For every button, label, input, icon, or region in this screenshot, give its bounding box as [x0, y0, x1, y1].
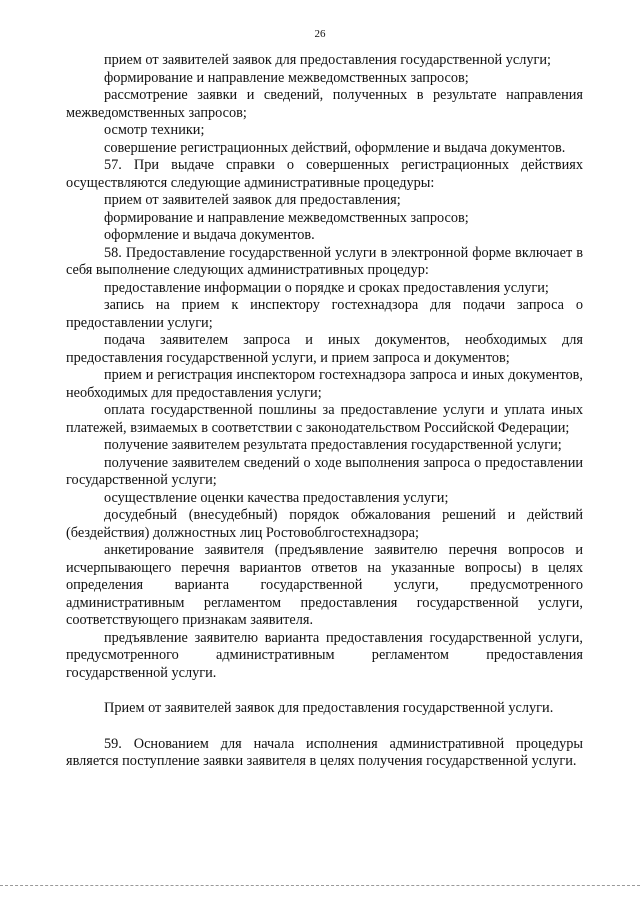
paragraph: оформление и выдача документов. — [104, 227, 315, 243]
paragraph: получение заявителем сведений о ходе выполнения запроса о предоставлении государственной услуги; — [66, 454, 583, 488]
section-heading: Прием от заявителей заявок для предоставления государственной услуги. — [104, 700, 554, 716]
paragraph: формирование и направление межведомственных запросов; — [104, 69, 469, 86]
paragraph-58: 58. Предоставление государственной услуги в электронной форме включает в себя выполнение следующих административных процедур: — [66, 244, 583, 278]
paragraph: осмотр техники; — [104, 122, 205, 138]
paragraph: рассмотрение заявки и сведений, полученных в результате направления межведомственных запросов; — [66, 87, 583, 121]
paragraph: предоставление информации о порядке и сроках предоставления услуги; — [104, 279, 549, 296]
document-body — [66, 52, 583, 771]
paragraph: прием от заявителей заявок для предоставления государственной услуги; — [104, 52, 551, 68]
paragraph: анкетирование заявителя (предъявление заявителю перечня вопросов и исчерпывающего перечня вариантов ответов на указанные вопросы) в целях определения варианта государственной услуги, предусмотренного административным регламентом предоставления государственной услуги, соответствующего признакам заявителя. — [66, 542, 583, 628]
paragraph: досудебный (внесудебный) порядок обжалования решений и действий (бездействия) должностных лиц Ростовоблгостехнадзора; — [66, 507, 583, 541]
paragraph: прием от заявителей заявок для предоставления; — [104, 192, 401, 208]
paragraph: осуществление оценки качества предоставления услуги; — [104, 489, 449, 506]
paragraph: формирование и направление межведомственных запросов; — [104, 209, 469, 226]
page-number: 26 — [314, 28, 326, 40]
paragraph: получение заявителем результата предоставления государственной услуги; — [104, 437, 562, 453]
paragraph: оплата государственной пошлины за предоставление услуги и уплата иных платежей, взимаемых в соответствии с законодательством Российской Федерации; — [66, 402, 583, 436]
paragraph: прием и регистрация инспектором гостехнадзора запроса и иных документов, необходимых для предоставления услуги; — [66, 367, 583, 401]
paragraph: предъявление заявителю варианта предоставления государственной услуги, предусмотренного административным регламентом предоставления государственной услуги. — [66, 629, 583, 681]
paragraph: совершение регистрационных действий, оформление и выдача документов. — [104, 139, 566, 156]
paragraph: запись на прием к инспектору гостехнадзора для подачи запроса о предоставлении услуги; — [66, 297, 583, 331]
paragraph: подача заявителем запроса и иных документов, необходимых для предоставления государственной услуги, и прием запроса и документов; — [66, 332, 583, 366]
paragraph-57: 57. При выдаче справки о совершенных регистрационных действиях осуществляются следующие административные процедуры: — [66, 157, 583, 191]
paragraph-59: 59. Основанием для начала исполнения административной процедуры является поступление заявки заявителя в целях получения государственной услуги. — [66, 735, 583, 769]
footer-divider — [0, 885, 640, 886]
